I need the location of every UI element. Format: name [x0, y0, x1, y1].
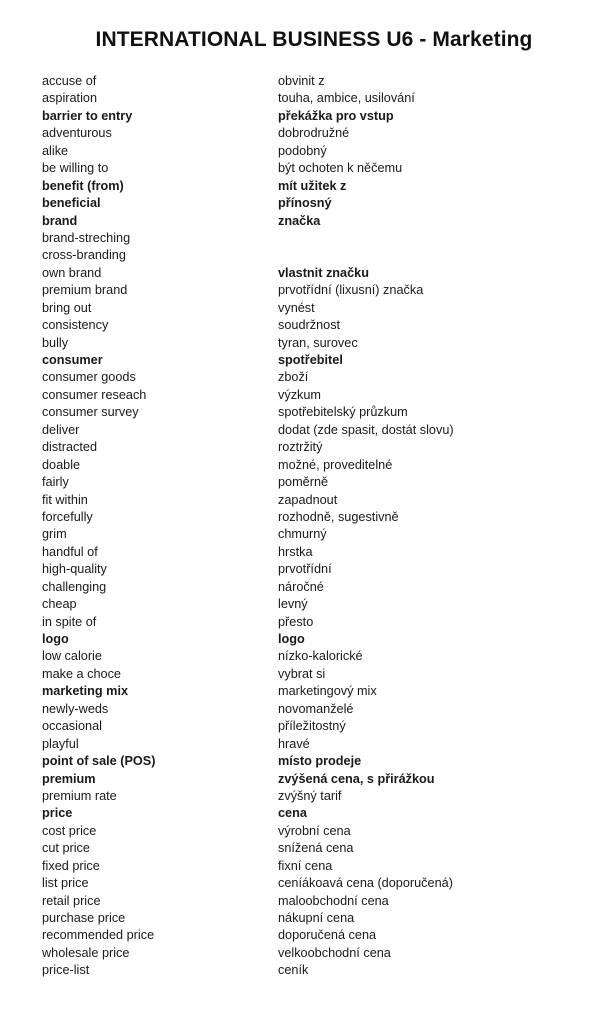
czech-translation: zvýšená cena, s přirážkou	[278, 771, 435, 786]
vocab-row	[42, 788, 562, 805]
english-term: low calorie	[42, 649, 102, 664]
vocab-row	[42, 73, 562, 90]
czech-translation: náročné	[278, 579, 324, 594]
vocab-row	[42, 247, 562, 264]
english-term: forcefully	[42, 509, 93, 524]
english-term: cost price	[42, 823, 97, 838]
vocab-row	[42, 561, 562, 578]
english-term: point of sale (POS)	[42, 754, 156, 769]
vocab-row	[42, 962, 562, 979]
vocab-row	[42, 474, 562, 491]
english-term: marketing mix	[42, 684, 129, 699]
czech-translation: rozhodně, sugestivně	[278, 509, 399, 524]
czech-translation: spotřebitelský průzkum	[278, 405, 408, 420]
english-term: handful of	[42, 544, 98, 559]
english-term: wholesale price	[42, 945, 130, 960]
vocab-row	[42, 910, 562, 927]
czech-translation: výrobní cena	[278, 823, 351, 838]
english-term: premium rate	[42, 788, 117, 803]
czech-translation: marketingový mix	[278, 684, 377, 699]
english-term: consumer goods	[42, 370, 136, 385]
czech-translation: překážka pro vstup	[278, 108, 394, 123]
english-term: consistency	[42, 318, 109, 333]
english-term: brand-streching	[42, 230, 131, 245]
czech-translation: tyran, surovec	[278, 335, 358, 350]
vocab-row	[42, 683, 562, 700]
czech-translation: novomanželé	[278, 701, 354, 716]
vocab-row	[42, 230, 562, 247]
czech-translation: soudržnost	[278, 318, 341, 333]
czech-translation: být ochoten k něčemu	[278, 161, 403, 176]
english-term: distracted	[42, 440, 98, 455]
vocab-row	[42, 178, 562, 195]
vocab-row	[42, 718, 562, 735]
vocab-row	[42, 805, 562, 822]
czech-translation: ceník	[278, 963, 309, 978]
czech-translation: doporučená cena	[278, 928, 377, 943]
czech-translation: ceníákoavá cena (doporučená)	[278, 876, 453, 891]
vocab-row	[42, 753, 562, 770]
english-term: consumer reseach	[42, 387, 147, 402]
vocab-row	[42, 387, 562, 404]
czech-translation: prvotřídní	[278, 562, 332, 577]
czech-translation: značka	[278, 213, 321, 228]
vocab-row	[42, 736, 562, 753]
english-term: beneficial	[42, 196, 101, 211]
czech-translation: fixní cena	[278, 858, 333, 873]
czech-translation: zapadnout	[278, 492, 338, 507]
czech-translation: příležitostný	[278, 719, 346, 734]
czech-translation: vybrat si	[278, 666, 326, 681]
english-term: cheap	[42, 597, 77, 612]
page-title: INTERNATIONAL BUSINESS U6 - Marketing	[95, 28, 533, 51]
czech-translation: vynést	[278, 300, 315, 315]
czech-translation: podobný	[278, 143, 327, 158]
czech-translation: hravé	[278, 736, 310, 751]
vocab-row	[42, 195, 562, 212]
english-term: in spite of	[42, 614, 97, 629]
vocab-row	[42, 335, 562, 352]
vocab-row	[42, 858, 562, 875]
english-term: fixed price	[42, 858, 100, 873]
english-term: price-list	[42, 963, 90, 978]
czech-translation: logo	[278, 632, 305, 646]
english-term: cross-branding	[42, 248, 126, 263]
english-term: be willing to	[42, 161, 109, 176]
english-term: accuse of	[42, 74, 97, 88]
czech-translation: hrstka	[278, 544, 313, 559]
vocab-row	[42, 457, 562, 474]
vocab-row	[42, 125, 562, 142]
vocab-row	[42, 90, 562, 107]
english-term: grim	[42, 527, 67, 542]
czech-translation: spotřebitel	[278, 353, 343, 367]
english-term: brand	[42, 213, 78, 228]
czech-translation: obvinit z	[278, 74, 325, 88]
vocab-row	[42, 439, 562, 456]
czech-translation: zboží	[278, 370, 309, 385]
english-term: newly-weds	[42, 701, 109, 716]
czech-translation: nákupní cena	[278, 911, 355, 925]
vocab-row	[42, 213, 562, 230]
vocab-row	[42, 492, 562, 509]
english-term: cut price	[42, 841, 90, 856]
english-term: alike	[42, 143, 69, 158]
vocab-row	[42, 369, 562, 386]
english-term: aspiration	[42, 91, 98, 106]
english-term: retail price	[42, 893, 101, 908]
vocab-row	[42, 282, 562, 299]
english-term: deliver	[42, 422, 80, 437]
vocab-row	[42, 509, 562, 526]
vocab-row	[42, 352, 562, 369]
english-term: benefit (from)	[42, 178, 124, 193]
vocab-row	[42, 526, 562, 543]
vocab-row	[42, 945, 562, 962]
english-term: make a choce	[42, 666, 121, 681]
vocab-row	[42, 893, 562, 910]
english-term: playful	[42, 736, 79, 751]
czech-translation: dobrodružné	[278, 126, 350, 141]
english-term: occasional	[42, 719, 102, 734]
czech-translation: prvotřídní (lixusní) značka	[278, 283, 424, 298]
czech-translation: přínosný	[278, 196, 332, 211]
english-term: own brand	[42, 265, 102, 280]
czech-translation: dodat (zde spasit, dostát slovu)	[278, 422, 454, 437]
english-term: fit within	[42, 492, 88, 507]
english-term: price	[42, 806, 73, 821]
vocab-row	[42, 404, 562, 421]
vocab-row	[42, 160, 562, 177]
english-term: purchase price	[42, 911, 126, 925]
vocab-row	[42, 265, 562, 282]
english-term: list price	[42, 876, 89, 891]
czech-translation: mít užitek z	[278, 178, 347, 193]
vocab-row	[42, 771, 562, 788]
english-term: consumer survey	[42, 405, 139, 420]
czech-translation: místo prodeje	[278, 754, 362, 769]
vocab-row	[42, 875, 562, 892]
vocab-row	[42, 666, 562, 683]
english-term: bring out	[42, 300, 92, 315]
vocab-row	[42, 631, 562, 648]
czech-translation: přesto	[278, 614, 314, 629]
czech-translation: roztržitý	[278, 440, 323, 455]
vocab-row	[42, 823, 562, 840]
vocab-row	[42, 840, 562, 857]
vocab-row	[42, 927, 562, 944]
czech-translation: touha, ambice, usilování	[278, 91, 415, 106]
czech-translation: zvýšný tarif	[278, 788, 342, 803]
vocab-row	[42, 300, 562, 317]
english-term: recommended price	[42, 928, 155, 943]
vocab-row	[42, 108, 562, 125]
czech-translation: levný	[278, 597, 308, 612]
english-term: adventurous	[42, 126, 112, 141]
vocab-row	[42, 143, 562, 160]
czech-translation: snížená cena	[278, 841, 354, 856]
czech-translation: velkoobchodní cena	[278, 945, 391, 960]
english-term: challenging	[42, 579, 107, 594]
czech-translation: výzkum	[278, 387, 321, 402]
czech-translation: chmurný	[278, 527, 327, 542]
vocab-row	[42, 648, 562, 665]
vocab-row	[42, 579, 562, 596]
english-term: fairly	[42, 475, 69, 490]
czech-translation: poměrně	[278, 475, 329, 490]
english-term: bully	[42, 335, 69, 350]
english-term: consumer	[42, 353, 103, 367]
vocab-row	[42, 596, 562, 613]
vocab-row	[42, 614, 562, 631]
czech-translation: maloobchodní cena	[278, 893, 389, 908]
english-term: logo	[42, 632, 69, 646]
english-term: doable	[42, 457, 81, 472]
english-term: barrier to entry	[42, 108, 133, 123]
english-term: high-quality	[42, 562, 107, 577]
vocab-row	[42, 422, 562, 439]
czech-translation: možné, proveditelné	[278, 457, 393, 472]
czech-translation: vlastnit značku	[278, 265, 369, 280]
czech-translation: cena	[278, 806, 307, 821]
vocab-row	[42, 317, 562, 334]
english-term: premium	[42, 771, 96, 786]
english-term: premium brand	[42, 283, 128, 298]
czech-translation: nízko-kalorické	[278, 649, 363, 664]
vocab-row	[42, 544, 562, 561]
vocabulary-list	[42, 73, 562, 980]
vocab-row	[42, 701, 562, 718]
